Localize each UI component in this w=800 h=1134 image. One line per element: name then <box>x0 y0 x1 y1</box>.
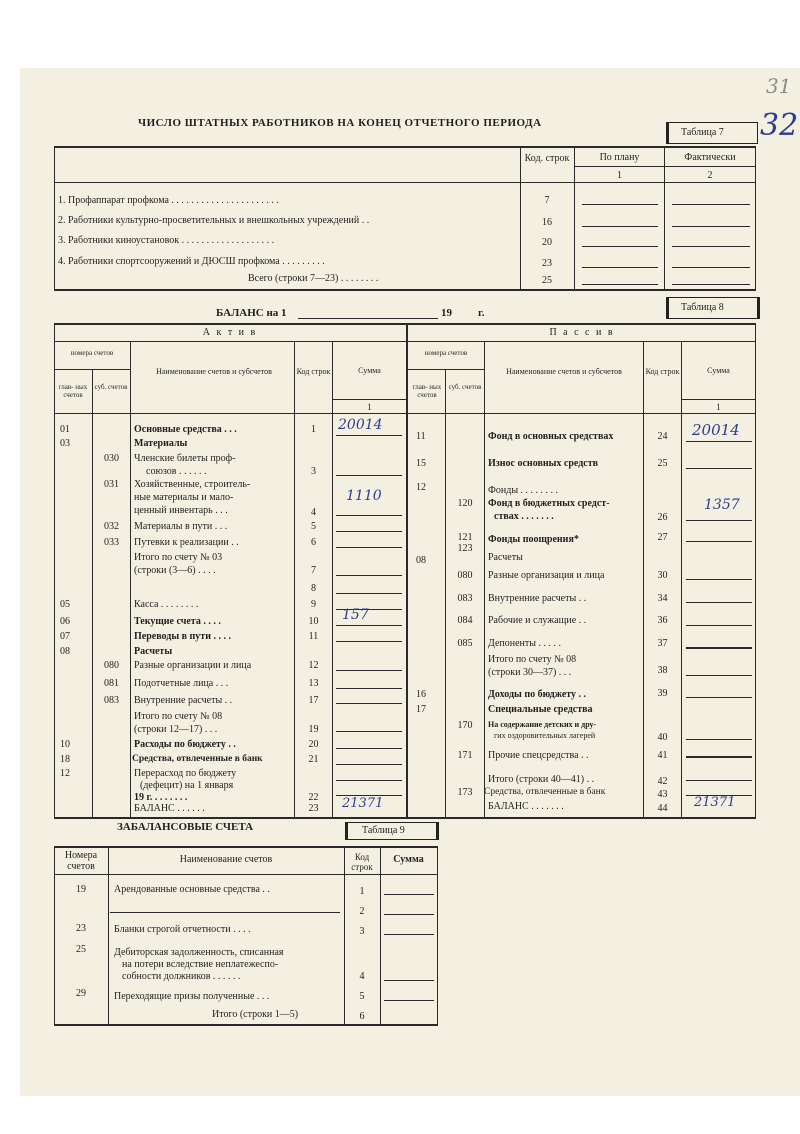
table9-row-code: 2 <box>359 906 365 917</box>
right-row-name: На содержание детских и дру- <box>488 720 597 729</box>
table7-row-code: 20 <box>542 237 552 248</box>
right-row-code: 38 <box>657 665 668 676</box>
table8-title-year: 19 <box>441 307 452 319</box>
right-row-name: Фонды поощрения* <box>488 534 579 545</box>
left-hdr-sum: Сумма <box>358 366 381 375</box>
right-sub-acct: 083 <box>457 593 473 604</box>
right-row-name: Износ основных средств <box>488 458 599 469</box>
right-row-name: БАЛАНС . . . . . . . <box>488 801 564 812</box>
table7-row-code: 23 <box>542 258 552 269</box>
right-hdr-sub: суб. счетов <box>448 383 482 391</box>
left-row-name: Переводы в пути . . . . <box>134 631 231 642</box>
right-row-name: Фонд в бюджетных средст- <box>488 498 610 509</box>
table7-row-code: 16 <box>542 217 552 228</box>
left-row-code: 17 <box>308 695 319 706</box>
table9-row-num: 23 <box>76 923 86 934</box>
left-hdr-sum-num: 1 <box>367 402 372 412</box>
table9-badge-label: Таблица 9 <box>362 825 405 836</box>
table7-row-label: 3. Работники киноустановок . . . . . . . . . . . . . . . . . . . <box>58 235 275 246</box>
right-row-code: 41 <box>657 750 668 761</box>
right-sub-acct: 171 <box>457 750 473 761</box>
left-row-name: Текущие счета . . . . <box>134 616 221 627</box>
table8-title-g: г. <box>478 307 485 319</box>
right-row-code: 42 <box>657 776 668 787</box>
right-row-code: 36 <box>657 615 668 626</box>
table7 <box>54 146 756 291</box>
left-row-code: 13 <box>308 678 319 689</box>
left-hdr-main: глав- ных счетов <box>58 383 88 399</box>
table7-hdr-plan: По плану <box>599 152 640 163</box>
left-row-code: 20 <box>308 739 319 750</box>
right-sub-acct: 080 <box>457 570 473 581</box>
page-number-mark: 31 <box>766 74 792 98</box>
left-row-code: 9 <box>311 599 316 610</box>
left-row-name-cont: союзов . . . . . . <box>146 466 207 477</box>
left-main-acct: 08 <box>60 646 70 657</box>
right-hdr-sum: Сумма <box>707 366 730 375</box>
table7-row-label: 4. Работники спортсооружений и ДЮСШ профкома . . . . . . . . . <box>58 256 325 267</box>
right-row-name: Фонд в основных средствах <box>488 431 614 442</box>
table9 <box>54 846 438 1026</box>
left-hdr-name: Наименование счетов и субсчетов <box>156 367 272 376</box>
right-row-name: Расчеты <box>488 552 523 563</box>
right-row-name: Фонды . . . . . . . . <box>488 485 559 496</box>
table9-row-name: Дебиторская задолженность, списанная <box>114 947 284 958</box>
left-row-code: 21 <box>308 754 319 765</box>
table9-total-label: Итого (строки 1—5) <box>212 1009 299 1020</box>
left-sub-acct: 030 <box>104 453 119 464</box>
table9-row-code: 4 <box>359 971 365 982</box>
right-sub-acct: 084 <box>457 615 473 626</box>
left-row-name: Основные средства . . . <box>134 424 237 435</box>
right-row-code: 43 <box>657 789 668 800</box>
left-main-acct: 06 <box>60 616 70 627</box>
left-row-name: Путевки к реализации . . <box>134 537 239 548</box>
left-row-name: Расчеты <box>134 646 173 657</box>
left-row-amount-handwritten: 1110 <box>346 488 382 504</box>
left-sub-acct: 083 <box>104 695 119 706</box>
right-row-name-cont: (строки 30—37) . . . <box>488 667 572 678</box>
table7-row-code: 7 <box>544 195 550 206</box>
table9-row-num: 25 <box>76 944 86 955</box>
right-row-amount-handwritten: 1357 <box>704 497 740 513</box>
left-row-amount-handwritten: 20014 <box>338 417 383 433</box>
right-row-code: 40 <box>657 732 668 743</box>
right-row-name: Разные организация и лица <box>488 570 605 581</box>
left-row-code: 8 <box>311 583 316 594</box>
right-hdr-code: Код строк <box>645 367 680 376</box>
left-row-name-cont: (дефецит) на 1 января <box>140 780 234 791</box>
table9-row-name: Бланки строгой отчетности . . . . <box>114 924 251 935</box>
table7-row-label: 2. Работники культурно-просветительных и внешкольных учреждений . . <box>58 215 370 226</box>
right-row-code: 37 <box>657 638 668 649</box>
left-main-acct: 03 <box>60 438 70 449</box>
table9-row-name: Арендованные основные средства . . <box>114 884 270 895</box>
right-row-name: Специальные средства <box>488 704 593 715</box>
table7-row-label: 1. Профаппарат профкома . . . . . . . . . . . . . . . . . . . . . . <box>58 195 279 206</box>
left-hdr-sub: суб. счетов <box>94 383 128 391</box>
right-row-name: Доходы по бюджету . . <box>488 689 587 700</box>
right-main-acct: 12 <box>416 482 426 493</box>
table9-title: ЗАБАЛАНСОВЫЕ СЧЕТА <box>117 821 254 833</box>
left-row-name: Членские билеты проф- <box>134 453 236 464</box>
right-row-name: Итого (строки 40—41) . . <box>488 774 595 785</box>
aktiv-label: А к т и в <box>202 327 258 338</box>
left-hdr-code: Код строк <box>296 367 331 376</box>
right-hdr-name: Наименование счетов и субсчетов <box>506 367 622 376</box>
table7-badge-label: Таблица 7 <box>681 127 724 138</box>
right-main-acct: 17 <box>416 704 426 715</box>
left-sub-acct: 032 <box>104 521 119 532</box>
left-row-name: Материалы в пути . . . <box>134 521 228 532</box>
right-sub-acct: 123 <box>457 543 473 554</box>
left-main-acct: 01 <box>60 424 70 435</box>
table9-row-name-cont: на потери вследствие неплатежеспо- <box>122 959 279 970</box>
right-row-code: 27 <box>657 532 668 543</box>
left-sub-acct: 080 <box>104 660 119 671</box>
left-row-code: 23 <box>308 803 319 814</box>
left-hdr-nums: номера счетов <box>70 349 114 357</box>
left-row-name: Разные организации и лица <box>134 660 252 671</box>
right-row-name: Средства, отвлеченные в банк <box>484 787 606 797</box>
left-balance-handwritten: 21371 <box>342 796 384 811</box>
right-row-name: Прочие спецсредства . . <box>488 750 589 761</box>
right-main-acct: 15 <box>416 458 426 469</box>
table7-hdr-plan-num: 1 <box>617 170 622 181</box>
left-sub-acct: 081 <box>104 678 119 689</box>
table9-hdr-sum: Сумма <box>393 854 424 865</box>
right-main-acct: 11 <box>416 431 426 442</box>
table9-row-code: 3 <box>359 926 365 937</box>
right-row-code: 24 <box>657 431 668 442</box>
right-row-name: Внутренние расчеты . . <box>488 593 587 604</box>
passiv-label: П а с с и в <box>549 327 615 338</box>
right-row-name: Депоненты . . . . . <box>488 638 561 649</box>
table9-row-code: 6 <box>359 1011 365 1022</box>
table9-row-name: Переходящие призы полученные . . . <box>114 991 270 1002</box>
left-row-name: Перерасход по бюджету <box>134 768 237 779</box>
right-sub-acct: 173 <box>457 787 473 798</box>
right-row-code: 39 <box>657 688 668 699</box>
table9-row-code: 5 <box>359 991 365 1002</box>
right-sub-acct: 085 <box>457 638 473 649</box>
left-row-amount-handwritten: 157 <box>342 607 369 623</box>
table9-badge <box>345 822 439 840</box>
table8-badge <box>666 297 760 319</box>
left-row-name: Внутренние расчеты . . <box>134 695 233 706</box>
left-main-acct: 10 <box>60 739 70 750</box>
table7-hdr-fact-num: 2 <box>707 170 713 181</box>
table7-row-code: 25 <box>542 275 552 286</box>
table8 <box>54 323 756 819</box>
left-row-name-cont: (строки 12—17) . . . <box>134 724 218 735</box>
table9-row-num: 19 <box>76 884 86 895</box>
left-row-name: Касса . . . . . . . . <box>134 599 199 610</box>
right-row-code: 34 <box>657 593 668 604</box>
table9-hdr-code: Код строк <box>351 852 373 872</box>
left-row-name: Материалы <box>134 438 188 449</box>
left-row-name-cont: ные материалы и мало- <box>134 492 234 503</box>
right-row-name: Итого по счету № 08 <box>488 654 577 665</box>
right-sub-acct: 120 <box>457 498 473 509</box>
table7-hdr-fact: Фактически <box>684 152 736 163</box>
table9-hdr-name: Наименование счетов <box>179 854 273 865</box>
left-main-acct: 05 <box>60 599 70 610</box>
left-row-code: 3 <box>311 466 316 477</box>
left-row-name-cont: (строки (3—6) . . . . <box>134 565 216 576</box>
left-sub-acct: 031 <box>104 479 119 490</box>
table9-hdr-nums: Номера счетов <box>64 850 98 872</box>
left-row-name: Средства, отвлеченные в банк <box>132 754 263 764</box>
left-row-code: 22 <box>308 792 319 803</box>
right-hdr-main: глав- ных счетов <box>412 383 442 399</box>
table9-row-code: 1 <box>359 886 365 897</box>
right-main-acct: 08 <box>416 555 426 566</box>
left-main-acct: 18 <box>60 754 70 765</box>
right-row-code: 26 <box>657 512 668 523</box>
left-row-name: Подотчетные лица . . . <box>134 678 229 689</box>
right-balance-handwritten: 21371 <box>694 795 736 810</box>
table9-row-num: 29 <box>76 988 86 999</box>
left-row-name: Хозяйственные, строитель- <box>134 479 251 490</box>
table7-hdr-code: Код. строк <box>524 153 570 164</box>
left-row-name: Итого по счету № 03 <box>134 552 223 563</box>
left-main-acct: 07 <box>60 631 70 642</box>
left-row-code: 7 <box>311 565 316 576</box>
left-row-name: БАЛАНС . . . . . . <box>134 803 205 814</box>
left-main-acct: 12 <box>60 768 70 779</box>
table7-badge <box>666 122 758 144</box>
left-row-code: 5 <box>311 521 316 532</box>
handwritten-page-mark: 32 <box>760 108 799 143</box>
right-hdr-sum-num: 1 <box>716 402 721 412</box>
left-row-name-cont: ценный инвентарь . . . <box>134 505 228 516</box>
left-row-code: 11 <box>308 631 319 642</box>
right-main-acct: 16 <box>416 689 426 700</box>
left-row-code: 1 <box>311 424 316 435</box>
right-sub-acct: 170 <box>457 720 473 731</box>
left-sub-acct: 033 <box>104 537 119 548</box>
right-row-code: 44 <box>657 803 668 814</box>
table7-title: ЧИСЛО ШТАТНЫХ РАБОТНИКОВ НА КОНЕЦ ОТЧЕТНОГО ПЕРИОДА <box>138 117 542 129</box>
left-row-code: 12 <box>308 660 319 671</box>
table8-badge-label: Таблица 8 <box>681 302 724 313</box>
left-row-name: Расходы по бюджету . . <box>134 739 236 750</box>
left-row-name: Итого по счету № 08 <box>134 711 223 722</box>
right-row-name: Рабочие и служащие . . <box>488 615 587 626</box>
right-row-name-cont: ствах . . . . . . . <box>494 511 554 522</box>
right-row-name-cont: гих оздоровительных лагерей <box>494 731 596 740</box>
table8-title: БАЛАНС на 1 <box>216 307 287 319</box>
right-row-code: 25 <box>657 458 668 469</box>
right-row-amount-handwritten: 20014 <box>692 421 740 439</box>
right-hdr-nums: номера счетов <box>424 349 468 357</box>
table7-total-label: Всего (строки 7—23) . . . . . . . . <box>248 273 379 284</box>
table9-row-name-cont: собности должников . . . . . . <box>122 971 241 982</box>
right-row-code: 30 <box>657 570 668 581</box>
right-sub-acct: 121 <box>457 532 473 543</box>
left-row-name-cont: 19 г. . . . . . . . <box>134 792 188 803</box>
left-row-code: 6 <box>311 537 316 548</box>
left-row-code: 4 <box>311 507 316 518</box>
left-row-code: 19 <box>308 724 319 735</box>
left-row-code: 10 <box>308 616 319 627</box>
